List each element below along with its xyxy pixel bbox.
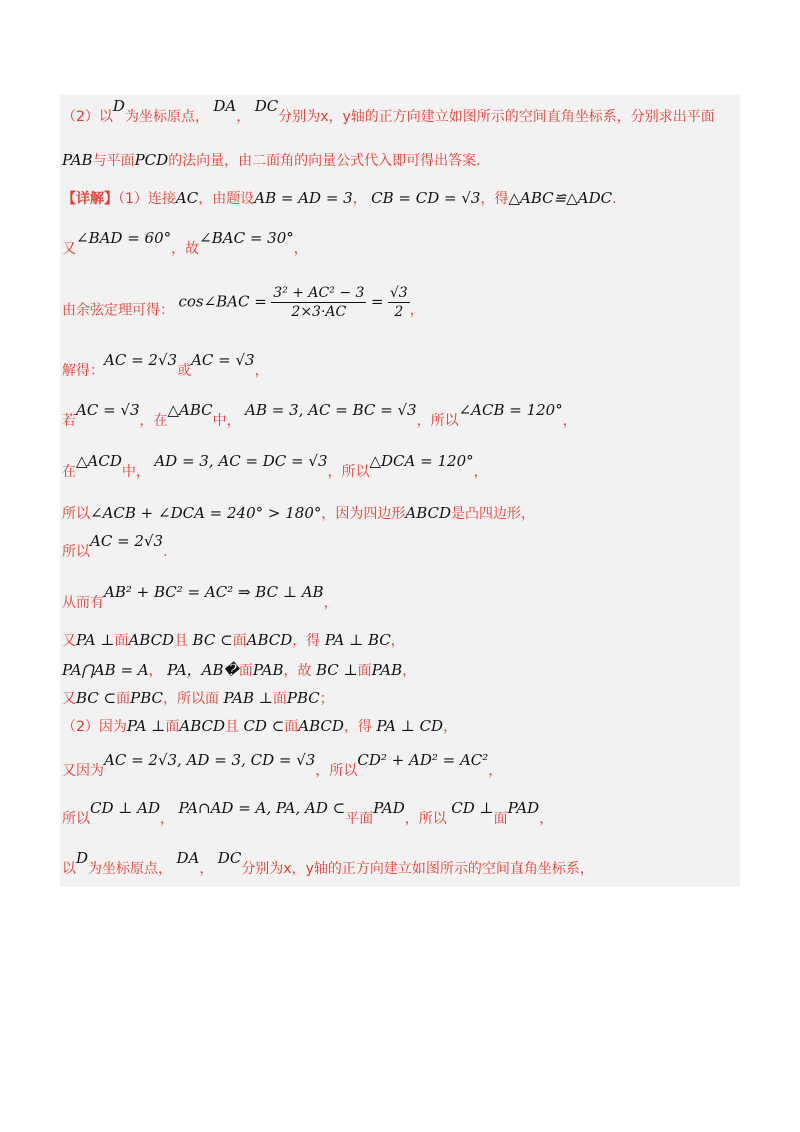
line-14: 又BC ⊂面PBC，所以面 PAB ⊥面PBC；	[62, 689, 334, 707]
line-9: 所以∠ACB + ∠DCA = 240° > 180°，因为四边形ABCD是凸四边形，	[62, 504, 536, 522]
line-6: 解得：AC = 2√3或AC = √3，	[62, 351, 269, 379]
line-2: PAB与平面PCD的法向量，由二面角的向量公式代入即可得出答案.	[62, 151, 481, 169]
line-1: （2）以D为坐标原点， DA， DC分别为x，y轴的正方向建立如图所示的空间直角坐标系，分别求出平面	[62, 97, 715, 125]
line-8: 在△ACD中， AD = 3, AC = DC = √3，所以△DCA = 120°，	[62, 452, 488, 480]
cosine-fraction: $\frac{\text{3² + AC² − 3}}{2\times 3\cdot AC}$	[273, 285, 365, 320]
line-4: 又∠BAD = 60°，故∠BAC = 30°，	[62, 229, 308, 257]
line-5: 由余弦定理可得： cos∠BAC = $\frac{\text{3² + AC² − 3}}{2\times 3\cdot AC}$ = $\frac{√3}{2}$ ，	[62, 285, 424, 320]
line-3: 【详解】（1）连接AC，由题设AB = AD = 3， CB = CD = √3，得△ABC≌△ADC.	[62, 189, 617, 207]
line-13: PA⋂AB = A， PA，AB�面PAB，故 BC ⊥面PAB，	[62, 661, 417, 679]
line-15: （2）因为PA ⊥面ABCD且 CD ⊂面ABCD，得 PA ⊥ CD，	[62, 717, 458, 735]
line-7: 若AC = √3，在△ABC中， AB = 3, AC = BC = √3，所以∠ACB = 120°，	[62, 401, 577, 429]
line-10: 所以AC = 2√3.	[62, 532, 168, 560]
line-11: 从而有AB² + BC² = AC² ⇒ BC ⊥ AB，	[62, 583, 338, 611]
line-12: 又PA ⊥面ABCD且 BC ⊂面ABCD，得 PA ⊥ BC，	[62, 631, 405, 649]
line-16: 又因为AC = 2√3, AD = 3, CD = √3，所以CD² + AD² = AC²，	[62, 751, 503, 779]
sqrt3-over-2-fraction: $\frac{√3}{2}$	[389, 285, 408, 320]
line-17: 所以CD ⊥ AD， PA∩AD = A, PA, AD ⊂平面PAD，所以 CD ⊥面PAD，	[62, 799, 554, 827]
line-18: 以D为坐标原点， DA， DC分别为x，y轴的正方向建立如图所示的空间直角坐标系，	[62, 849, 594, 877]
